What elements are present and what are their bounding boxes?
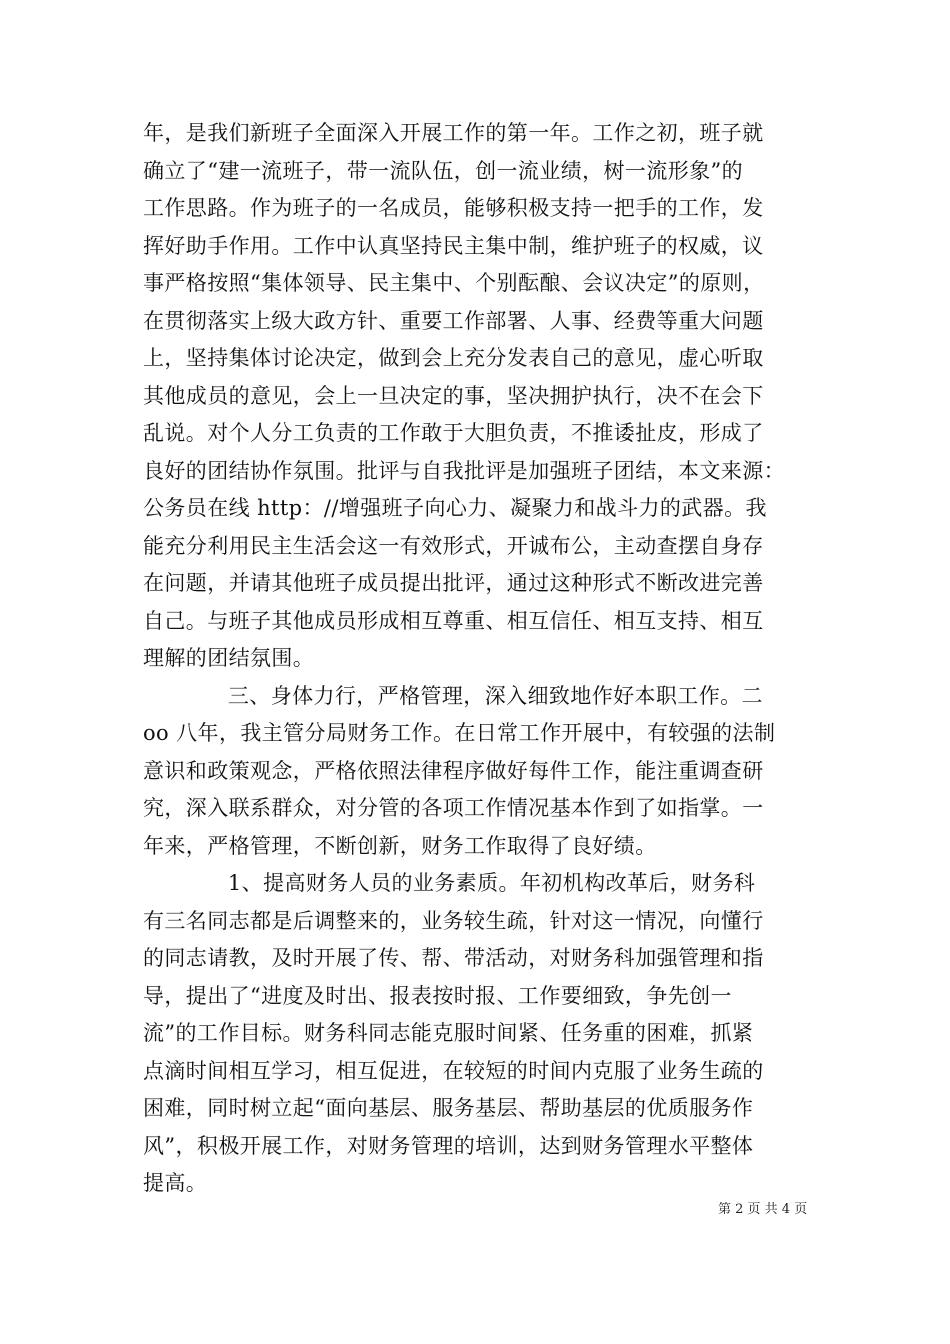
text-line: 年，是我们新班子全面深入开展工作的第一年。工作之初，班子就 [143, 121, 764, 145]
text-line: 能充分利用民主生活会这一有效形式，开诚布公，主动查摆自身存 [143, 533, 764, 558]
text-line: 有三名同志都是后调整来的，业务较生疏，针对这一情况，向懂行 [143, 908, 764, 933]
text-line: 意识和政策观念，严格依照法律程序做好每件工作，能注重调查研 [143, 758, 764, 783]
text-line: 的同志请教，及时开展了传、帮、带活动，对财务科加强管理和指 [143, 946, 764, 970]
text-line: 提高。 [143, 1171, 208, 1195]
text-line: 上，坚持集体讨论决定，做到会上充分发表自己的意见，虚心听取 [143, 346, 764, 370]
document-body [143, 115, 813, 1203]
text-line: 流”的工作目标。财务科同志能克服时间紧、任务重的困难，抓紧 [143, 1021, 754, 1045]
text-line: 其他成员的意见，会上一旦决定的事，坚决拥护执行，决不在会下 [143, 383, 764, 408]
text-line: 乱说。对个人分工负责的工作敢于大胆负责，不推诿扯皮，形成了 [143, 421, 764, 445]
subsection-heading-line: 1、提高财务人员的业务素质。年初机构改革后，财务科 [143, 871, 756, 895]
text-line: 理解的团结氛围。 [143, 646, 315, 670]
text-line: 公务员在线 http：//增强班子向心力、凝聚力和战斗力的武器。我 [143, 496, 767, 520]
text-line: 良好的团结协作氛围。批评与自我批评是加强班子团结，本文来源： [143, 458, 785, 483]
text-line: 挥好助手作用。工作中认真坚持民主集中制，维护班子的权威，议 [143, 233, 764, 258]
section-heading-line: 三、身体力行，严格管理，深入细致地作好本职工作。二 [143, 683, 763, 708]
text-line: oo 八年，我主管分局财务工作。在日常工作开展中，有较强的法制 [143, 721, 776, 745]
text-line: 确立了“建一流班子，带一流队伍，创一流业绩，树一流形象”的 [143, 158, 744, 183]
page-number-footer: 第 2 页 共 4 页 [718, 1202, 808, 1217]
text-line: 究，深入联系群众，对分管的各项工作情况基本作到了如指掌。一 [143, 796, 764, 820]
text-line: 风”，积极开展工作，对财务管理的培训，达到财务管理水平整体 [143, 1133, 754, 1158]
text-line: 事严格按照“集体领导、民主集中、个别酝酿、会议决定”的原则， [143, 271, 765, 295]
text-line: 在问题，并请其他班子成员提出批评，通过这种形式不断改进完善 [143, 571, 764, 595]
text-line: 在贯彻落实上级大政方针、重要工作部署、人事、经费等重大问题 [143, 308, 764, 333]
text-line: 工作思路。作为班子的一名成员，能够积极支持一把手的工作，发 [143, 196, 764, 220]
text-line: 点滴时间相互学习，相互促进，在较短的时间内克服了业务生疏的 [143, 1058, 764, 1083]
text-line: 导，提出了“进度及时出、报表按时报、工作要细致，争先创一 [143, 983, 732, 1008]
text-line: 年来，严格管理，不断创新，财务工作取得了良好绩。 [143, 833, 657, 858]
text-line: 自己。与班子其他成员形成相互尊重、相互信任、相互支持、相互 [143, 608, 764, 633]
text-line: 困难，同时树立起“面向基层、服务基层、帮助基层的优质服务作 [143, 1096, 754, 1120]
